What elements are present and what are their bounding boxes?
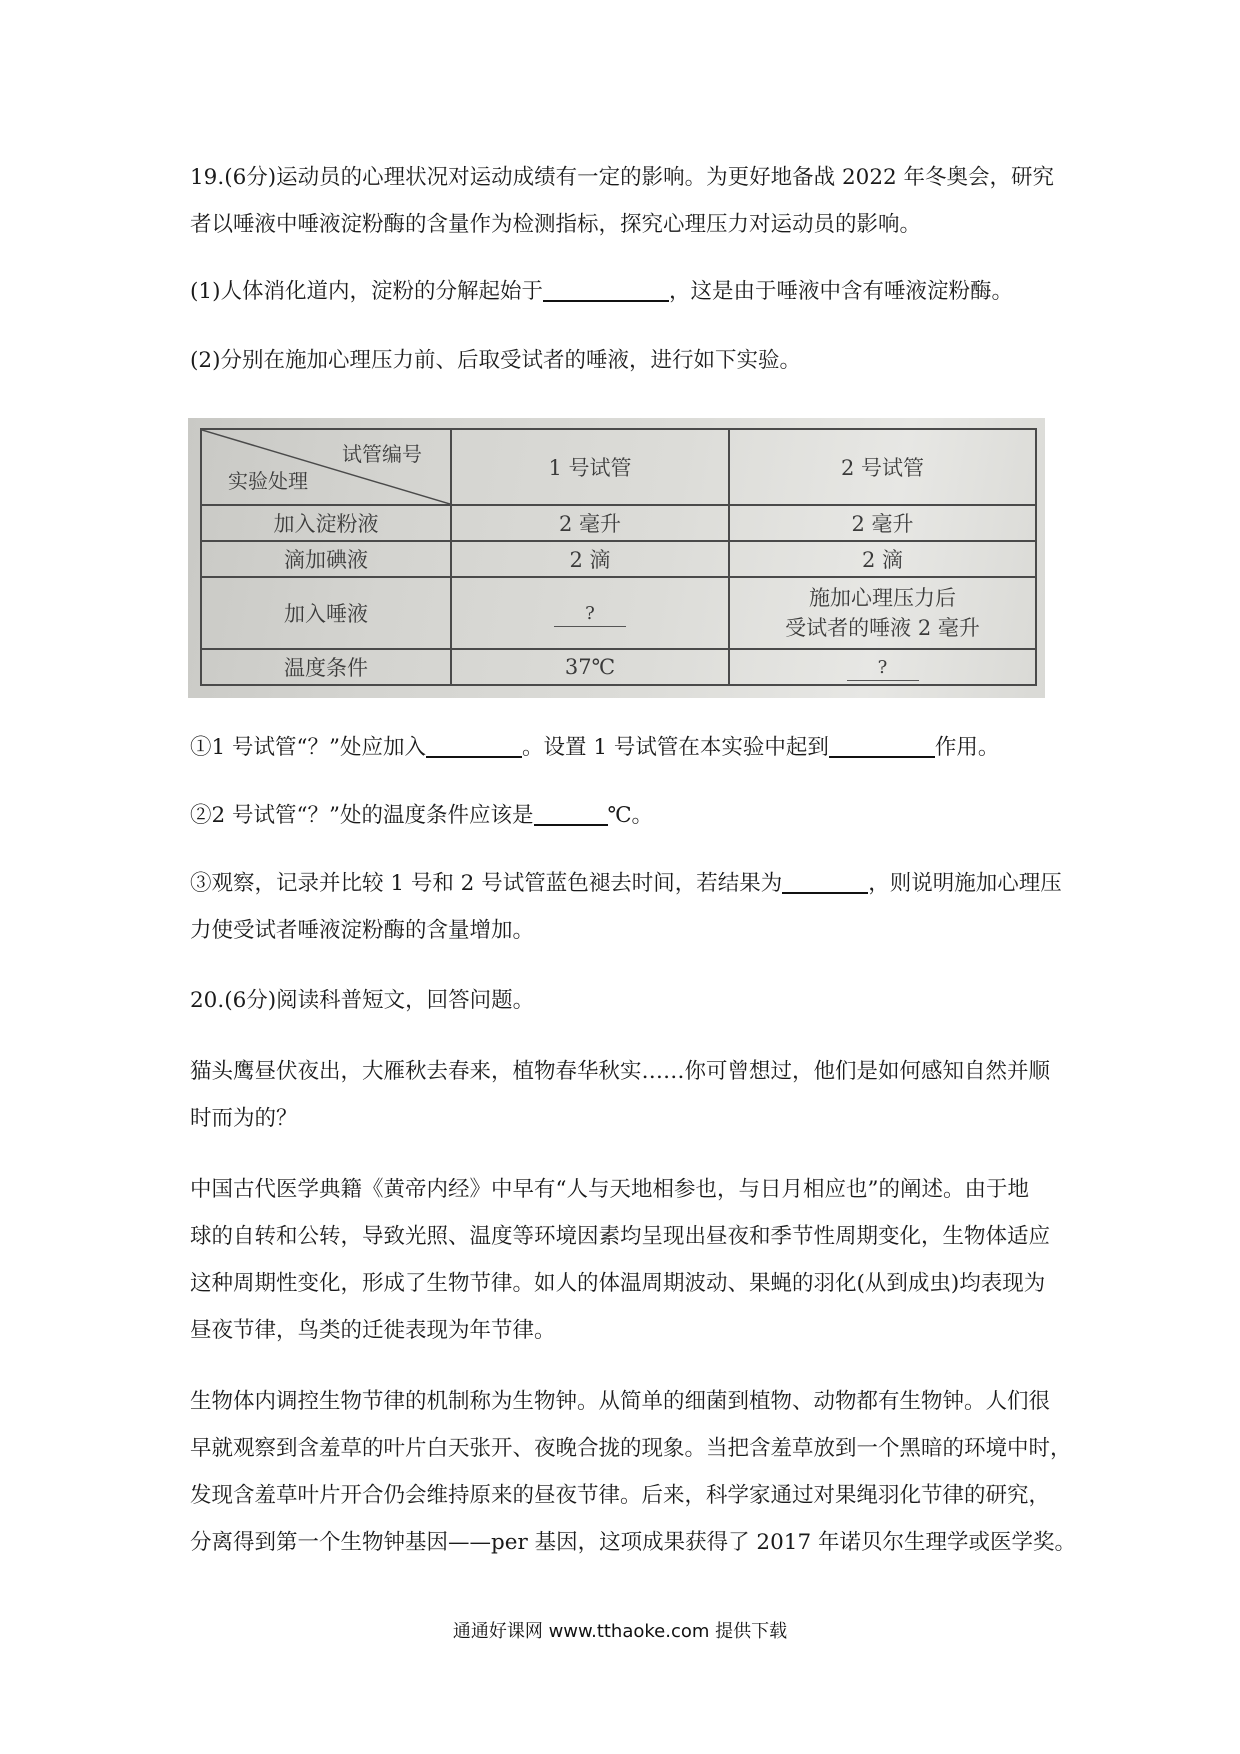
header-treatment: 实验处理 xyxy=(228,469,308,493)
footer-source: 通通好课网 www.tthaoke.com 提供下载 xyxy=(452,1621,788,1642)
q19-sub2-text-a: ②2 号试管“？”处的温度条件应该是 xyxy=(190,803,534,828)
cell: 2 毫升 xyxy=(729,505,1036,541)
row-label: 温度条件 xyxy=(201,649,451,685)
row-label: 加入淀粉液 xyxy=(201,505,451,541)
table-row xyxy=(201,577,1036,649)
q20-para2-line4: 昼夜节律，鸟类的迁徙表现为年节律。 xyxy=(190,1318,556,1343)
question-mark-blank: ? xyxy=(847,658,919,681)
cell-line: 受试者的唾液 2 毫升 xyxy=(785,616,980,640)
cell-line: 施加心理压力后 xyxy=(809,586,956,610)
q19-part1-text-after: ，这是由于唾液中含有唾液淀粉酶。 xyxy=(668,279,1013,304)
answer-blank xyxy=(829,734,935,758)
answer-blank xyxy=(782,870,868,894)
table-row xyxy=(201,541,1036,577)
q20-para1-line1: 猫头鹰昼伏夜出，大雁秋去春来，植物春华秋实……你可曾想过，他们是如何感知自然并顺 xyxy=(190,1059,1051,1084)
q20-para3-line2: 早就观察到含羞草的叶片白天张开、夜晚合拢的现象。当把含羞草放到一个黑暗的环境中时， xyxy=(190,1436,1072,1461)
table-row xyxy=(201,505,1036,541)
cell xyxy=(729,649,1036,685)
answer-blank xyxy=(426,734,522,758)
cell: 2 毫升 xyxy=(451,505,729,541)
q19-sub1-text-a: ①1 号试管“？”处应加入 xyxy=(190,735,426,760)
answer-blank xyxy=(534,802,608,826)
header-tube1: 1 号试管 xyxy=(451,429,729,505)
q20-para1-line2: 时而为的？ xyxy=(190,1106,298,1131)
q19-part2: (2)分别在施加心理压力前、后取受试者的唾液，进行如下实验。 xyxy=(190,348,801,373)
q19-intro-line1: 19.(6分)运动员的心理状况对运动成绩有一定的影响。为更好地备战 2022 年冬奥会，研究 xyxy=(190,165,1055,190)
experiment-table xyxy=(200,428,1037,686)
q19-intro-line2: 者以唾液中唾液淀粉酶的含量作为检测指标，探究心理压力对运动员的影响。 xyxy=(190,212,922,237)
cell xyxy=(729,577,1036,649)
table-row xyxy=(201,649,1036,685)
table-header-diagonal xyxy=(201,429,451,505)
q20-para3-line3: 发现含羞草叶片开合仍会维持原来的昼夜节律。后来，科学家通过对果绳羽化节律的研究， xyxy=(190,1483,1051,1508)
q19-part1-text: (1)人体消化道内，淀粉的分解起始于 xyxy=(190,279,543,304)
answer-blank xyxy=(543,278,669,302)
q20-para3-line1: 生物体内调控生物节律的机制称为生物钟。从简单的细菌到植物、动物都有生物钟。人们很 xyxy=(190,1389,1051,1414)
q20-para3-line4: 分离得到第一个生物钟基因——per 基因，这项成果获得了 2017 年诺贝尔生理学或医学奖。 xyxy=(190,1530,1076,1555)
q19-sub3 xyxy=(190,868,1070,900)
q19-sub3-text-a: ③观察，记录并比较 1 号和 2 号试管蓝色褪去时间，若结果为 xyxy=(190,871,783,896)
cell: 2 滴 xyxy=(451,541,729,577)
q19-sub2-text-b: ℃。 xyxy=(607,803,654,828)
experiment-table-photo xyxy=(188,418,1045,698)
q20-para2-line1: 中国古代医学典籍《黄帝内经》中早有“人与天地相参也，与日月相应也”的阐述。由于地 xyxy=(190,1177,1029,1202)
question-mark-blank: ? xyxy=(554,604,626,627)
q19-sub1-text-c: 作用。 xyxy=(934,735,1000,760)
q19-sub1-text-b: 。设置 1 号试管在本实验中起到 xyxy=(522,735,829,760)
cell: 2 滴 xyxy=(729,541,1036,577)
q19-sub2 xyxy=(190,800,1070,832)
header-tube-number: 试管编号 xyxy=(342,442,422,466)
cell xyxy=(451,577,729,649)
header-tube2: 2 号试管 xyxy=(729,429,1036,505)
cell: 37℃ xyxy=(451,649,729,685)
row-label: 滴加碘液 xyxy=(201,541,451,577)
q19-sub3-line2: 力使受试者唾液淀粉酶的含量增加。 xyxy=(190,918,535,943)
q19-sub1 xyxy=(190,732,1070,764)
row-label: 加入唾液 xyxy=(201,577,451,649)
q20-para2-line2: 球的自转和公转，导致光照、温度等环境因素均呈现出昼夜和季节性周期变化，生物体适应 xyxy=(190,1224,1051,1249)
q19-part1 xyxy=(190,276,1070,308)
q19-sub3-text-b: ，则说明施加心理压 xyxy=(868,871,1062,896)
q20-para2-line3: 这种周期性变化，形成了生物节律。如人的体温周期波动、果蝇的羽化(从到成虫)均表现为 xyxy=(190,1271,1046,1296)
q20-title: 20.(6分)阅读科普短文，回答问题。 xyxy=(190,988,535,1013)
